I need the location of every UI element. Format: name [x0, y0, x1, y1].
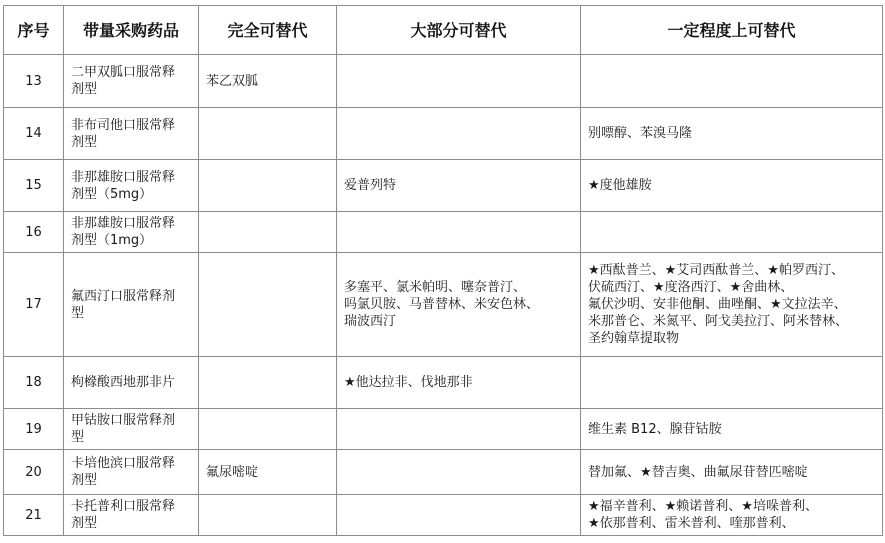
- drug-name: 二甲双胍口服常释 剂型: [64, 55, 199, 108]
- most-substitute: [337, 450, 581, 495]
- full-substitute: [199, 108, 337, 160]
- header-row: [4, 6, 883, 55]
- full-substitute: [199, 495, 337, 536]
- table-row: [4, 409, 883, 450]
- partial-substitute: 替加氟、★替吉奥、曲氟尿苷替匹嘧啶: [581, 450, 883, 495]
- full-substitute: 氟尿嘧啶: [199, 450, 337, 495]
- header-index: 序号: [4, 6, 64, 55]
- drug-name: 卡托普利口服常释 剂型: [64, 495, 199, 536]
- row-number: 20: [4, 450, 64, 495]
- row-number: 21: [4, 495, 64, 536]
- most-substitute: [337, 108, 581, 160]
- partial-substitute: 维生素 B12、腺苷钴胺: [581, 409, 883, 450]
- header-drug: 带量采购药品: [64, 6, 199, 55]
- row-number: 19: [4, 409, 64, 450]
- partial-substitute: ★西酞普兰、★艾司西酞普兰、★帕罗西汀、 伏硫西汀、★度洛西汀、★舍曲林、 氟伏沙明、安非他酮、曲唑酮、★文拉法辛、 米那普仑、米氮平、阿戈美拉汀、阿米替林、 圣约翰草提取物: [581, 253, 883, 357]
- table-row: [4, 495, 883, 536]
- row-number: 15: [4, 160, 64, 212]
- table-row: [4, 357, 883, 409]
- full-substitute: 苯乙双胍: [199, 55, 337, 108]
- partial-substitute: ★度他雄胺: [581, 160, 883, 212]
- partial-substitute: [581, 55, 883, 108]
- row-number: 17: [4, 253, 64, 357]
- drug-name: 甲钴胺口服常释剂 型: [64, 409, 199, 450]
- row-number: 13: [4, 55, 64, 108]
- table-row: [4, 212, 883, 253]
- table-row: [4, 160, 883, 212]
- drug-name: 氟西汀口服常释剂 型: [64, 253, 199, 357]
- partial-substitute: ★福辛普利、★赖诺普利、★培哚普利、 ★依那普利、雷米普利、喹那普利、: [581, 495, 883, 536]
- most-substitute: ★他达拉非、伐地那非: [337, 357, 581, 409]
- drug-name: 枸橼酸西地那非片: [64, 357, 199, 409]
- row-number: 14: [4, 108, 64, 160]
- most-substitute: [337, 212, 581, 253]
- drug-name: 非布司他口服常释 剂型: [64, 108, 199, 160]
- header-partial-substitute: 一定程度上可替代: [581, 6, 883, 55]
- full-substitute: [199, 212, 337, 253]
- table-row: [4, 450, 883, 495]
- most-substitute: 多塞平、氯米帕明、噻奈普汀、 吗氯贝胺、马普替林、米安色林、 瑞波西汀: [337, 253, 581, 357]
- full-substitute: [199, 253, 337, 357]
- table-row: [4, 108, 883, 160]
- partial-substitute: [581, 212, 883, 253]
- drug-name: 非那雄胺口服常释 剂型（5mg）: [64, 160, 199, 212]
- header-most-substitute: 大部分可替代: [337, 6, 581, 55]
- most-substitute: [337, 409, 581, 450]
- full-substitute: [199, 409, 337, 450]
- full-substitute: [199, 160, 337, 212]
- most-substitute: [337, 55, 581, 108]
- partial-substitute: [581, 357, 883, 409]
- header-full-substitute: 完全可替代: [199, 6, 337, 55]
- full-substitute: [199, 357, 337, 409]
- table-row: [4, 253, 883, 357]
- partial-substitute: 别嘌醇、苯溴马隆: [581, 108, 883, 160]
- drug-name: 卡培他滨口服常释 剂型: [64, 450, 199, 495]
- most-substitute: 爱普列特: [337, 160, 581, 212]
- substitution-table: [3, 5, 883, 536]
- drug-name: 非那雄胺口服常释 剂型（1mg）: [64, 212, 199, 253]
- most-substitute: [337, 495, 581, 536]
- row-number: 18: [4, 357, 64, 409]
- row-number: 16: [4, 212, 64, 253]
- table-row: [4, 55, 883, 108]
